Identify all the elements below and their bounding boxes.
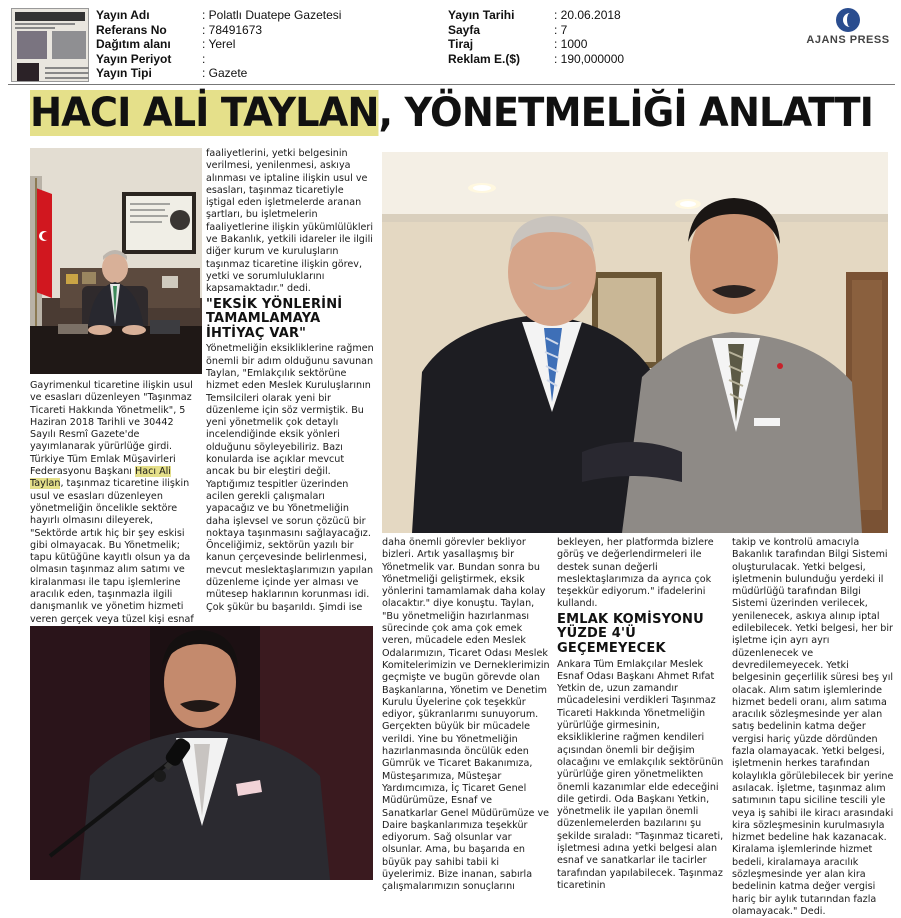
page-thumbnail <box>11 8 89 82</box>
article-column-4 <box>557 537 725 891</box>
paragraph: Gayrimenkul ticaretine ilişkin usul ve esasları düzenleyen "Taşınmaz Ticareti Hakkında Yönetmelik", 5 Haziran 2018 Tarihli ve 30442 Sayılı Resmî Gazete'de yayımlanarak yürürlüğe girdi. Türkiye Tüm Emlak Müşavirleri Federasyonu Başkanı Hacı Ali Taylan, taşınmaz ticaretine ilişkin usul ve esasları düzenleyen yönetmeliğin öncelikle sektöre hayırlı olmasını dileyerek, "Sektörde artık hiç bir şey eskisi gibi olmayacak. Bu Yönetmelik; tapu kütüğüne kayıtlı olsun ya da olmasın taşınmaz alım satımı ve kiralanması ile tapu işlemlerine aracılık eden, taşınmazla ilgili danışmanlık ve yönetim hizmeti veren gerçek veya tüzel kişi esnaf <box>30 380 194 625</box>
name-highlight: Hacı Ali Taylan <box>30 466 171 490</box>
headline-highlight: HACI ALİ TAYLAN <box>30 90 379 136</box>
paragraph: takip ve kontrolü amacıyla Bakanlık tarafından Bilgi Sistemi oluşturulacak. Yetki belgesi, işletmenin bulunduğu yerdeki il müdürlüğü tarafından Bilgi Sistemi üzerinden verilecek, yenilenecek, askıya alınıp iptal edilebilecek. Yetki belgesi, her bir işletme için ayrı ayrı düzenlenecek ve devredilemeyecek. Yetki belgesinin geçerlilik süresi beş yıl olacak. Alım satım işlemlerinde hizmet bedeli oranı, alım satıma aracılık sözleşmesinde yer alan satış bedelinin katma değer vergisi hariç yüzde dördünden fazla olamayacak. Yetki belgesi, işletmenin herkes tarafından kolaylıkla görülebilecek bir yerine asılacak. İşletme, taşınmaz alım satımının tapu siciline tescili yle veya iş sahibi ile kiracı arasındaki kira sözleşmesinin kurulmasıyla hizmet bedeline hak kazanacak. Kiralama işlemlerinde hizmet bedeli, kiralamaya aracılık sözleşmesinde yer alan kira bedelinin katma değer vergisi hariç bir aylık tutarından fazla olamayacak." Dedi. <box>732 537 894 917</box>
subheading: "EKSİK YÖNLERİNİ TAMAMLAMAYA İHTİYAÇ VAR" <box>206 296 343 341</box>
headline-rest: , YÖNETMELİĞİ ANLATTI <box>378 90 873 136</box>
meta-row: Yayın Tipi : Gazete <box>96 66 248 81</box>
meta-row: Yayın Tarihi : 20.06.2018 <box>448 8 621 22</box>
subheading: EMLAK KOMİSYONU YÜZDE 4'Ü GEÇEMEYECEK <box>557 611 704 656</box>
paragraph: Ankara Tüm Emlakçılar Meslek Esnaf Odası Başkanı Ahmet Rıfat Yetkin de, uzun zamandır mücadelesini verdikleri Taşınmaz Ticareti Hakkında Yönetmeliğin yürürlüğe girmesinin, eksikliklerine rağmen kendileri açısından önemli bir değişim olacağını ve emlakçılık sektörünün yürürlüğe giren yönetmelikten önemli kazanımlar elde edeceğini dile getirdi. Oda Başkanı Yetkin, yönetmelik ile yapılan önemli düzenlemelerden bazılarını şu şekilde sıraladı: "Taşınmaz ticareti, işletmesi adına yetki belgesi alan esnaf ve sanatkarlar ile tacirler tarafından yapılabilecek. Taşınmaz ticaretinin <box>557 658 724 891</box>
photo-speaker-at-microphone <box>30 626 373 880</box>
meta-row: Tiraj : 1000 <box>448 37 588 52</box>
photo-two-men <box>382 152 888 533</box>
meta-row: Yayın Periyot : <box>96 51 206 66</box>
paragraph: faaliyetlerini, yetki belgesinin verilmesi, yenilenmesi, askıya alınması ve iptaline ilişkin usul ve esasları, taşınmaz ticaretiyle iştigal eden işletmelerde aranan şartları, bu işletmelerin faaliyetlerine ilişkin yükümlülükleri ve Bakanlık, yetkili idareler ile ilgili diğer kurum ve kuruluşların taşınmaz ticaretine ilişkin görev, yetki ve sorumluluklarını kapsamaktadır." dedi. <box>206 148 374 295</box>
article-column-2 <box>206 148 374 614</box>
meta-row: Referans No : 78491673 <box>96 22 263 37</box>
article-column-3 <box>382 537 550 893</box>
logo-text: AJANS PRESS <box>806 34 890 46</box>
paragraph: bekleyen, her platformda bizlere görüş ve değerlendirmeleri ile destek sunan değerli meslektaşlarımıza da ayrıca çok teşekkür ediyorum." ifadelerini kullandı. <box>557 537 714 610</box>
meta-row: Dağıtım alanı : Yerel <box>96 37 236 52</box>
ajans-press-logo <box>803 8 893 48</box>
publication-meta-left <box>96 8 341 81</box>
publication-meta-right <box>448 8 624 66</box>
photo-office-portrait <box>30 148 202 374</box>
ajans-press-logo-icon <box>836 8 860 32</box>
meta-row: Reklam E.($) : 190,000000 <box>448 51 625 66</box>
paragraph: Yönetmeliğin eksikliklerine rağmen önemli bir adım olduğunu savunan Taylan, "Emlakçılık sektörüne hizmet eden Meslek Kuruluşlarının Temsilcileri olarak yeni bir düzenleme için söz vermiştik. Bu yeni yönetmelik çok detaylı incelendiğinde eksik yönleri olduğunu söyleyebiliriz. Bazı konularda ise açıklar mevcut ancak bu bir eleştiri değil. Yaptığımız tespitler üzerinden acilen gerekli çalışmaları yapacağız ve bu Yönetmeliğin daha işlevsel ve sorun çözücü bir noktaya taşınmasını sağlayacağız. Önceliğimiz, sektörün yazılı bir kanun çerçevesinde belirlenmesi, mevcut meslektaşlarımızın yapılan düzenleme içinde yer alması ve mütesep haklarının korunması idi. Çok şükür bu başarıldı. Şimdi ise <box>206 343 374 613</box>
paragraph: daha önemli görevler bekliyor bizleri. Artık yasallaşmış bir Yönetmelik var. Bundan sonra bu Yönetmeliği geliştirmek, eksik yönlerini tamamlamak daha kolay olacaktır." diye konuştu. Taylan, "Bu yönetmeliğin hazırlanması sürecinde çok ama çok emek veren, mücadele eden Meslek Odalarımızın, Ticaret Odası Meslek Komitelerimizin ve Derneklerimizin geçmişte ve bugün görevde olan Başkanlarına, Yönetim ve Denetim Kurulu Üyelerine çok teşekkür ediyor, şükranlarımı sunuyorum. Gerçekten büyük bir mücadele verildi. Yine bu Yönetmeliğin hazırlanmasında öncülük eden Gümrük ve Ticaret Bakanımıza, Müsteşarımıza, Müsteşar Yardımcımıza, İç Ticaret Genel Müdürümüze, Esnaf ve Sanatkarlar Genel Müdürümüze ve Daire başkanlarımıza teşekkür ediyorum. Sağ olsunlar var olsunlar. Ama, bu başarıda en büyük pay sahibi tabii ki üyelerimiz. Bize inanan, sabırla çalışmalarımızın sonuçlarını <box>382 537 550 893</box>
meta-row: Yayın Adı : Polatlı Duatepe Gazetesi <box>96 8 342 22</box>
meta-row: Sayfa : 7 <box>448 22 568 37</box>
article-column-5 <box>732 537 894 917</box>
header-divider <box>8 84 895 85</box>
article-column-1 <box>30 380 198 624</box>
headline <box>30 88 873 138</box>
